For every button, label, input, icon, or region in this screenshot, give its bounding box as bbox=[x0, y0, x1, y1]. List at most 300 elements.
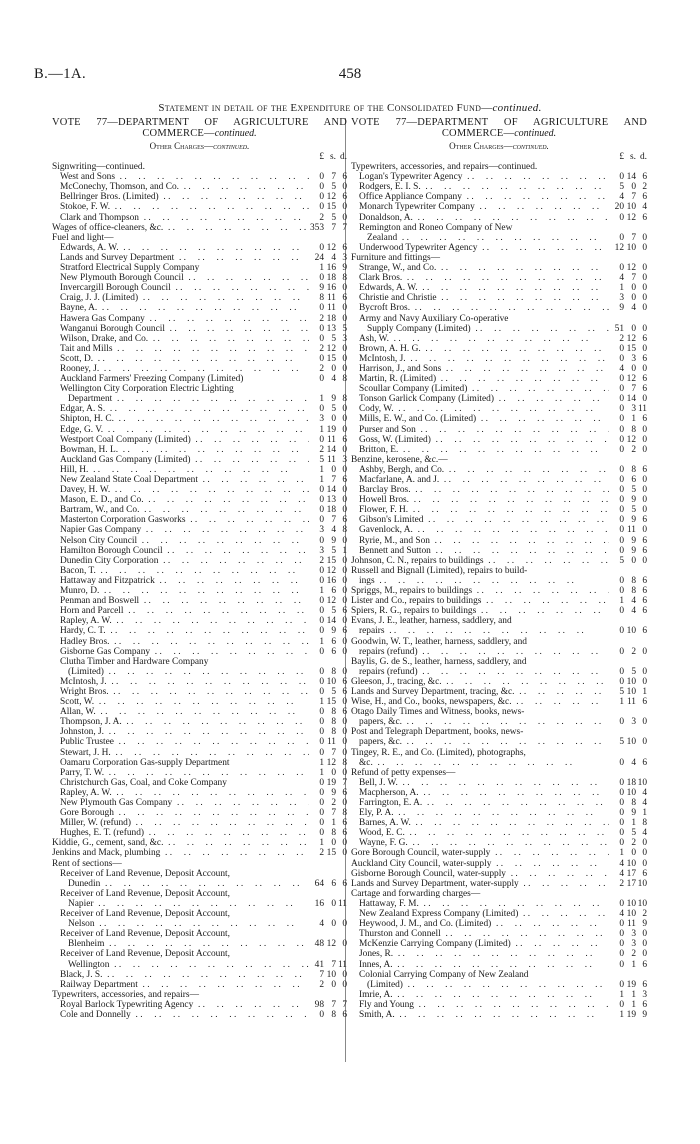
pounds-value: 0 bbox=[619, 798, 624, 808]
ledger-row bbox=[52, 515, 347, 525]
shillings-value: 10 bbox=[326, 969, 336, 980]
entry-amount bbox=[609, 637, 647, 647]
pence-value bbox=[336, 859, 347, 869]
ledger-row bbox=[52, 869, 347, 879]
entry-amount bbox=[609, 364, 647, 374]
ledger-row bbox=[351, 909, 647, 919]
ledger-row bbox=[52, 182, 347, 192]
pence-value bbox=[336, 384, 347, 394]
shillings-value: 14 bbox=[326, 616, 336, 627]
entry-amount bbox=[609, 435, 647, 445]
entry-amount bbox=[609, 202, 647, 212]
shillings-value: 0 bbox=[631, 323, 636, 334]
ledger-row bbox=[52, 778, 347, 788]
pounds-value: 16 bbox=[314, 898, 324, 909]
pence-value: 2 bbox=[642, 909, 647, 920]
sub-continued: continued. bbox=[512, 141, 549, 151]
pence-value: 0 bbox=[642, 737, 647, 748]
entry-description: Barnes, A. W. . . bbox=[351, 818, 609, 828]
ledger-row bbox=[351, 324, 647, 334]
pounds-value: 5 bbox=[319, 454, 324, 465]
entry-description: Macpherson, A. . . bbox=[351, 788, 609, 798]
pounds-value: 0 bbox=[319, 646, 324, 657]
shillings-value: 19 bbox=[326, 424, 336, 435]
shillings-value: 12 bbox=[626, 374, 636, 385]
ledger-row bbox=[351, 303, 647, 313]
pence-value: 10 bbox=[637, 878, 647, 889]
shillings-value: 12 bbox=[326, 939, 336, 950]
entry-amount bbox=[309, 576, 347, 586]
pounds-value: 4 bbox=[619, 363, 624, 374]
shillings-value: 15 bbox=[326, 555, 336, 566]
entry-description: Stratford Electrical Supply Company bbox=[60, 263, 200, 274]
shillings-value bbox=[624, 253, 636, 263]
pence-value: 0 bbox=[342, 444, 347, 455]
pence-value: 8 bbox=[342, 808, 347, 819]
entry-description: Lister and Co., repairs to buildings . . bbox=[351, 596, 609, 606]
shillings-value: 0 bbox=[631, 293, 636, 304]
entry-description: Davey, H. W. . . bbox=[52, 485, 309, 495]
ledger-row bbox=[52, 162, 347, 172]
shillings-value: 3 bbox=[631, 353, 636, 364]
entry-description: New Zealand State Coal Department . . bbox=[52, 475, 309, 485]
pounds-value bbox=[609, 566, 624, 576]
ledger-row bbox=[52, 455, 347, 465]
entry-amount bbox=[609, 455, 647, 465]
pence-value: 1 bbox=[642, 808, 647, 819]
entry-amount bbox=[609, 515, 647, 525]
ledger-row bbox=[52, 273, 347, 283]
entry-amount bbox=[609, 970, 647, 980]
entry-amount bbox=[609, 859, 647, 869]
entry-amount bbox=[309, 818, 347, 828]
shillings-value: 6 bbox=[631, 475, 636, 485]
entry-amount bbox=[609, 848, 647, 858]
entry-description: Gisborne Borough Council, water-supply . . bbox=[351, 869, 609, 879]
entry-description: Wright Bros. . . bbox=[52, 687, 309, 697]
pence-value: 6 bbox=[642, 535, 647, 546]
pounds-value: 0 bbox=[319, 798, 324, 808]
entry-amount bbox=[309, 364, 347, 374]
entry-amount bbox=[309, 414, 347, 424]
entry-description: ings . . bbox=[351, 576, 609, 586]
pence-value: 0 bbox=[342, 414, 347, 425]
entry-amount bbox=[609, 939, 647, 949]
entry-amount bbox=[309, 465, 347, 475]
shillings-value: 12 bbox=[326, 565, 336, 576]
pence-value: 6 bbox=[642, 333, 647, 344]
ledger-row bbox=[52, 838, 347, 848]
pence-value bbox=[336, 929, 347, 939]
pence-value: 6 bbox=[642, 414, 647, 425]
entry-description: Allan, W. . . bbox=[52, 707, 309, 717]
shillings-value bbox=[624, 314, 636, 324]
shillings-value: 6 bbox=[331, 636, 336, 647]
pounds-value: 0 bbox=[319, 353, 324, 364]
shillings-value bbox=[624, 748, 636, 758]
entry-amount bbox=[309, 980, 347, 990]
entry-description: Scott, D. . . bbox=[52, 354, 309, 364]
pounds-value: 1 bbox=[319, 424, 324, 435]
ledger-row bbox=[52, 263, 347, 273]
pounds-value: 0 bbox=[619, 717, 624, 728]
pounds-value bbox=[609, 657, 624, 667]
shillings-value: 3 bbox=[631, 929, 636, 940]
pounds-value: 0 bbox=[319, 616, 324, 627]
pounds-value: 4 bbox=[319, 919, 324, 930]
entry-description: Spiers, R. G., repairs to buildings . . bbox=[351, 606, 609, 616]
pence-value: 6 bbox=[342, 686, 347, 697]
entry-amount bbox=[609, 394, 647, 404]
pounds-value: 1 bbox=[619, 848, 624, 859]
entry-description: Bowman, H. L. . . bbox=[52, 445, 309, 455]
pounds-value: 0 bbox=[319, 727, 324, 738]
entry-amount bbox=[609, 838, 647, 848]
pounds-value: 2 bbox=[319, 444, 324, 455]
pounds-value: 0 bbox=[619, 434, 624, 445]
entry-description: Wood, E. C. . . bbox=[351, 828, 609, 838]
pence-value: 0 bbox=[642, 394, 647, 405]
sub-continued: continued. bbox=[213, 141, 250, 151]
entry-amount bbox=[309, 848, 347, 858]
pounds-value: 0 bbox=[319, 242, 324, 253]
entry-amount bbox=[609, 768, 647, 778]
entry-description: Edge, G. V. . . bbox=[52, 425, 309, 435]
pounds-value: 1 bbox=[319, 263, 324, 274]
pence-value bbox=[636, 637, 647, 647]
pence-value bbox=[636, 889, 647, 899]
ledger-row bbox=[351, 818, 647, 828]
ledger-row bbox=[52, 233, 347, 243]
entry-amount bbox=[609, 647, 647, 657]
entry-amount bbox=[309, 192, 347, 202]
entry-amount bbox=[609, 707, 647, 717]
pence-value: 0 bbox=[642, 363, 647, 374]
pounds-value: 2 bbox=[319, 979, 324, 990]
entry-amount bbox=[309, 808, 347, 818]
entry-description: Bycroft Bros. . . bbox=[351, 303, 609, 313]
pounds-value bbox=[609, 314, 624, 324]
shillings-value: 1 bbox=[331, 818, 336, 829]
ledger-row bbox=[351, 374, 647, 384]
shillings-value: 10 bbox=[326, 676, 336, 687]
shillings-value: 0 bbox=[331, 838, 336, 849]
pounds-value bbox=[609, 253, 624, 263]
shillings-value: 15 bbox=[326, 848, 336, 859]
ledger-row bbox=[52, 647, 347, 657]
entry-description: Wellington . . bbox=[52, 960, 309, 970]
ledger-row bbox=[351, 394, 647, 404]
pounds-value: 1 bbox=[319, 767, 324, 778]
pounds-value bbox=[309, 162, 324, 172]
pounds-value: 0 bbox=[619, 232, 624, 243]
pence-value: 0 bbox=[342, 283, 347, 294]
entry-amount bbox=[309, 213, 347, 223]
pence-header: d. bbox=[639, 152, 647, 162]
shillings-value bbox=[624, 566, 636, 576]
shillings-value: 11 bbox=[626, 525, 636, 536]
entry-description: Johnson, C. N., repairs to buildings . . bbox=[351, 556, 609, 566]
shillings-value: 18 bbox=[326, 313, 336, 324]
shillings-value: 19 bbox=[626, 1009, 636, 1020]
pence-value: 6 bbox=[642, 697, 647, 708]
pounds-value bbox=[609, 748, 624, 758]
pence-value: 3 bbox=[342, 333, 347, 344]
entry-amount bbox=[609, 929, 647, 939]
ledger-row bbox=[52, 949, 347, 959]
pence-value: 6 bbox=[642, 868, 647, 879]
entry-description: Dunedin City Corporation . . bbox=[52, 556, 309, 566]
ledger-row bbox=[351, 425, 647, 435]
shillings-value: 7 bbox=[631, 232, 636, 243]
entry-description: Receiver of Land Revenue, Deposit Account, bbox=[60, 888, 230, 899]
pence-value: 6 bbox=[642, 545, 647, 556]
entry-description: McKenzie Carrying Company (Limited) . . bbox=[351, 939, 609, 949]
shillings-header: s. bbox=[330, 152, 336, 162]
expenditure-list bbox=[351, 162, 647, 1020]
entry-description: Lands and Survey Department, water-supply . . bbox=[351, 879, 609, 889]
shillings-value: 19 bbox=[326, 777, 336, 788]
entry-amount bbox=[609, 182, 647, 192]
entry-amount bbox=[609, 889, 647, 899]
ledger-row bbox=[52, 414, 347, 424]
pounds-value: 64 bbox=[314, 878, 324, 889]
pounds-value: 2 bbox=[319, 363, 324, 374]
pence-value bbox=[636, 707, 647, 717]
entry-description: Hattaway, F. M. . . bbox=[351, 899, 609, 909]
entry-description: Martin, R. (Limited) . . bbox=[351, 374, 609, 384]
ledger-row bbox=[52, 283, 347, 293]
entry-amount bbox=[609, 495, 647, 505]
ledger-row bbox=[52, 788, 347, 798]
ledger-row bbox=[351, 768, 647, 778]
ledger-row bbox=[52, 536, 347, 546]
entry-description: Lands and Survey Department, tracing, &c. . . bbox=[351, 687, 609, 697]
entry-description: Barclay Bros. . . bbox=[351, 485, 609, 495]
shillings-value: 14 bbox=[326, 444, 336, 455]
ledger-row bbox=[351, 788, 647, 798]
entry-amount bbox=[309, 566, 347, 576]
pence-value: 0 bbox=[342, 182, 347, 193]
pence-value: 6 bbox=[642, 586, 647, 597]
entry-amount bbox=[309, 273, 347, 283]
entry-description: Rapley, A. W. . . bbox=[52, 788, 309, 798]
pounds-value: 1 bbox=[319, 464, 324, 475]
shillings-value: 3 bbox=[631, 717, 636, 728]
pounds-value bbox=[609, 223, 624, 233]
shillings-value: 4 bbox=[631, 606, 636, 617]
pounds-value: 0 bbox=[619, 374, 624, 385]
pence-value: 6 bbox=[642, 374, 647, 385]
ledger-row bbox=[351, 384, 647, 394]
shillings-value: 7 bbox=[331, 475, 336, 485]
entry-amount bbox=[309, 889, 347, 899]
pence-value: 0 bbox=[342, 969, 347, 980]
ledger-row bbox=[351, 566, 647, 576]
entry-amount bbox=[309, 667, 347, 677]
shillings-value: 8 bbox=[331, 717, 336, 728]
pence-value: 0 bbox=[342, 303, 347, 314]
pence-value: 9 bbox=[642, 919, 647, 930]
pence-value: 3 bbox=[342, 454, 347, 465]
entry-amount bbox=[309, 505, 347, 515]
entry-amount bbox=[609, 606, 647, 616]
pence-value: 6 bbox=[642, 959, 647, 970]
pence-value: 8 bbox=[642, 818, 647, 829]
sub-heading bbox=[351, 141, 647, 151]
ledger-row bbox=[351, 364, 647, 374]
entry-description: Shipton, H. C. . . bbox=[52, 414, 309, 424]
shillings-value: 12 bbox=[326, 242, 336, 253]
pence-value: 0 bbox=[642, 293, 647, 304]
pence-value: 6 bbox=[342, 878, 347, 889]
entry-amount bbox=[609, 263, 647, 273]
entry-amount bbox=[309, 223, 347, 233]
ledger-row bbox=[351, 334, 647, 344]
pounds-value: 8 bbox=[319, 293, 324, 304]
pence-value: 0 bbox=[342, 343, 347, 354]
shillings-value: 0 bbox=[331, 464, 336, 475]
shillings-value: 14 bbox=[626, 172, 636, 183]
ledger-row bbox=[351, 465, 647, 475]
ledger-row bbox=[52, 929, 347, 939]
pence-value bbox=[336, 990, 347, 1000]
ledger-row bbox=[52, 1010, 347, 1020]
entry-description: Gavenlock, A. . . bbox=[351, 525, 609, 535]
pounds-value: 0 bbox=[619, 999, 624, 1010]
entry-description: Gisborne Gas Company . . bbox=[52, 647, 309, 657]
pence-value: 6 bbox=[642, 575, 647, 586]
entry-description: Ash, W. . . bbox=[351, 334, 609, 344]
pounds-value: 1 bbox=[619, 1009, 624, 1020]
pence-value: 0 bbox=[642, 475, 647, 485]
ledger-row bbox=[52, 364, 347, 374]
entry-description: Railway Department . . bbox=[52, 980, 309, 990]
shillings-value: 5 bbox=[331, 686, 336, 697]
shillings-value bbox=[624, 657, 636, 667]
pence-value: 0 bbox=[642, 444, 647, 455]
ledger-row bbox=[52, 687, 347, 697]
pence-value: 0 bbox=[642, 505, 647, 516]
pounds-value: 12 bbox=[614, 242, 624, 253]
pence-value: 0 bbox=[342, 464, 347, 475]
entry-description: Goodwin, W. T., leather, harness, saddlery, and bbox=[351, 636, 527, 647]
entry-description: Britton, E. . . bbox=[351, 445, 609, 455]
shillings-value bbox=[624, 707, 636, 717]
ledger-row bbox=[52, 374, 347, 384]
pence-value: 0 bbox=[342, 212, 347, 223]
entry-amount bbox=[309, 586, 347, 596]
pounds-value: 1 bbox=[319, 697, 324, 708]
shillings-value: 3 bbox=[631, 939, 636, 950]
ledger-row bbox=[52, 737, 347, 747]
entry-description: Hattaway and Fitzpatrick . . bbox=[52, 576, 309, 586]
shillings-value: 7 bbox=[331, 999, 336, 1010]
entry-amount bbox=[609, 566, 647, 576]
shillings-value: 6 bbox=[331, 586, 336, 597]
entry-description: Tonson Garlick Company (Limited) . . bbox=[351, 394, 609, 404]
pence-value: 6 bbox=[642, 464, 647, 475]
pounds-value: 0 bbox=[619, 343, 624, 354]
ledger-row bbox=[52, 899, 347, 909]
ledger-row bbox=[351, 727, 647, 737]
entry-amount bbox=[609, 414, 647, 424]
entry-amount bbox=[609, 778, 647, 788]
shillings-value: 17 bbox=[626, 878, 636, 889]
pounds-value: 24 bbox=[314, 252, 324, 263]
entry-description: Receiver of Land Revenue, Deposit Account, bbox=[60, 949, 230, 960]
pence-value: 6 bbox=[642, 515, 647, 526]
ledger-row bbox=[351, 445, 647, 455]
pounds-value bbox=[609, 455, 624, 465]
ledger-row bbox=[52, 344, 347, 354]
shillings-value: 14 bbox=[326, 485, 336, 496]
pounds-value: 0 bbox=[619, 444, 624, 455]
pence-value: 0 bbox=[342, 939, 347, 950]
pounds-value: 0 bbox=[619, 464, 624, 475]
entry-description: Strange, W., and Co. . . bbox=[351, 263, 609, 273]
pounds-value bbox=[309, 990, 324, 1000]
pence-value: 0 bbox=[642, 424, 647, 435]
ledger-row bbox=[351, 172, 647, 182]
pounds-value: 1 bbox=[319, 757, 324, 768]
ledger-row bbox=[351, 667, 647, 677]
pence-value: 6 bbox=[342, 626, 347, 637]
pence-value: 0 bbox=[342, 919, 347, 930]
ledger-row bbox=[52, 314, 347, 324]
ledger-row bbox=[52, 172, 347, 182]
ledger-row bbox=[52, 546, 347, 556]
entry-description: New Zealand Express Company (Limited) . . bbox=[351, 909, 609, 919]
pence-value: 0 bbox=[642, 929, 647, 940]
pounds-value: 0 bbox=[319, 273, 324, 284]
entry-amount bbox=[609, 536, 647, 546]
shillings-value bbox=[324, 233, 336, 243]
pence-value bbox=[636, 162, 647, 172]
shillings-value: 2 bbox=[631, 949, 636, 960]
ledger-row bbox=[52, 657, 347, 667]
entry-amount bbox=[309, 949, 347, 959]
entry-description: Evans, J. E., leather, harness, saddlery, and bbox=[351, 616, 512, 627]
pounds-value: 5 bbox=[619, 555, 624, 566]
pence-value: 6 bbox=[642, 212, 647, 223]
shillings-value: 2 bbox=[631, 646, 636, 657]
entry-description: Parry, T. W. . . bbox=[52, 768, 309, 778]
entry-description: Cody, W. . . bbox=[351, 404, 609, 414]
pounds-value: 0 bbox=[319, 515, 324, 526]
ledger-row bbox=[351, 495, 647, 505]
entry-amount bbox=[609, 818, 647, 828]
entry-description: Wellington City Corporation Electric Lighting bbox=[60, 384, 234, 395]
shillings-value: 5 bbox=[631, 828, 636, 839]
entry-description: Bennett and Sutton . . bbox=[351, 546, 609, 556]
ledger-row bbox=[351, 687, 647, 697]
entry-description: West and Sons . . bbox=[52, 172, 309, 182]
ledger-row bbox=[351, 223, 647, 233]
shillings-value: 7 bbox=[631, 192, 636, 203]
shillings-value: 11 bbox=[626, 697, 636, 708]
pence-value: 11 bbox=[337, 959, 347, 970]
entry-amount bbox=[309, 334, 347, 344]
pounds-value: 0 bbox=[319, 626, 324, 637]
entry-amount bbox=[309, 314, 347, 324]
entry-description: Imrie, A. . . bbox=[351, 990, 609, 1000]
ledger-row bbox=[52, 626, 347, 636]
entry-amount bbox=[609, 798, 647, 808]
pence-value: 10 bbox=[637, 777, 647, 788]
shillings-header: s. bbox=[630, 152, 636, 162]
ledger-row bbox=[351, 889, 647, 899]
